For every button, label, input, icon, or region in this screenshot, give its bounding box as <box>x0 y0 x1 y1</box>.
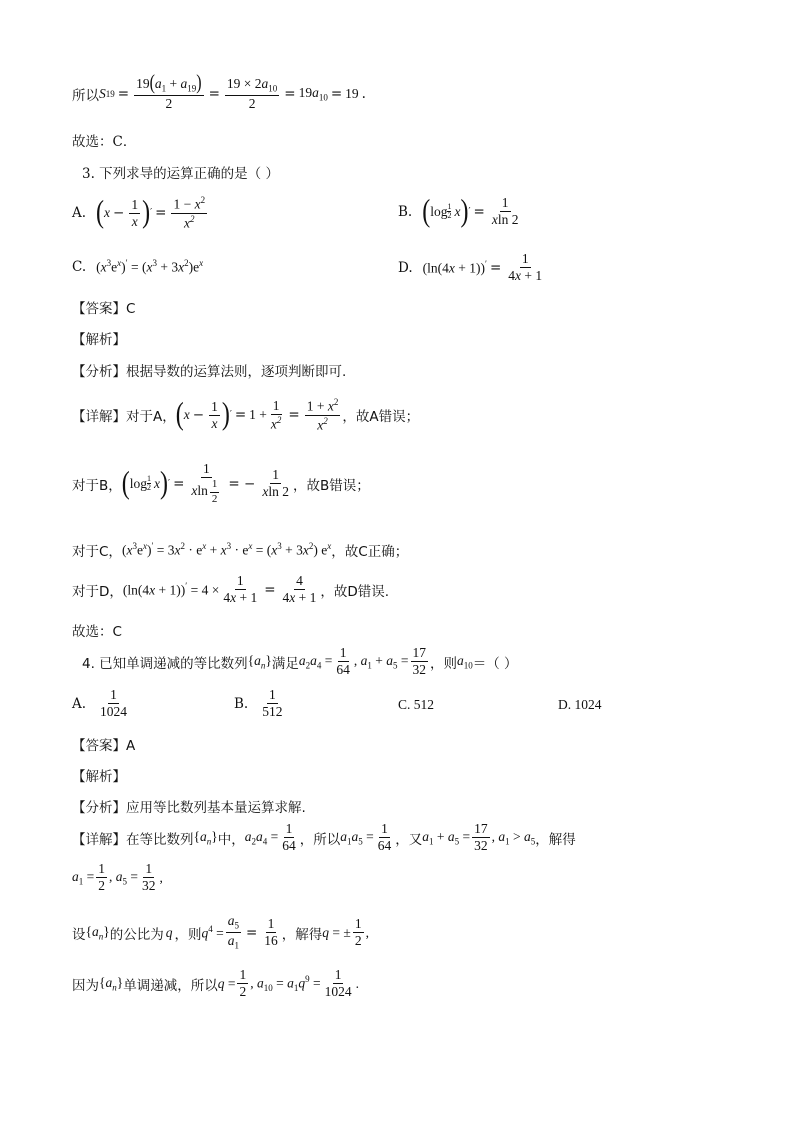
option-b: B. ( log 1 2 x ) ′ = $\frac{1}{xln 2}$ <box>398 194 519 229</box>
q4-jiexi: 【解析】 <box>72 769 126 785</box>
q4-option-a: A. $\frac{1}{1024}$ <box>72 687 128 720</box>
option-a: A. ( x − $\frac{1}{x}$ ) ′ = $\frac{1 - x^2}{x^2}$ <box>72 195 206 231</box>
sum-prefix: 所以 <box>72 87 99 104</box>
q4-fenxi: 【分析】应用等比数列基本量运算求解. <box>72 800 306 816</box>
q3-choose: 故选：C <box>72 624 122 640</box>
fraction: $\frac{19 \times 2a_{10}}{2}$ <box>226 75 278 111</box>
option-d: D. (ln(4x + 1))′ = $\frac{1}{4x + 1}$ <box>398 251 543 284</box>
q4-option-c: C. 512 <box>398 697 435 712</box>
q4-option-d: D. 1024 <box>558 697 602 712</box>
q3-detail-a: 【详解】对于A， ( x − $\frac{1}{x}$ ) ′ = 1 + $\frac{1}{x^2}$ = $\frac{1 + x^2}{x^2}$ ，故A错误； <box>72 397 420 433</box>
q4-option-b: B. $\frac{1}{512}$ <box>234 687 283 720</box>
q3-detail-c: 对于C， $(x^3e^x)' = 3x^2 \cdot e^x + x^3 \cdot e^x = (x^3 + 3x^2)$ $e^x$ ，故C正确； <box>72 541 409 560</box>
question-3-stem: 3. 下列求导的运算正确的是（ ） <box>82 166 279 182</box>
q3-answer: 【答案】C <box>72 301 136 317</box>
q4-detail-3: 设 $\{a_n\}$ 的公比为 q ，则 $q^4$ = $\frac{a_5}{a_1}$ = $\frac{1}{16}$ ，解得 q = ± $\frac{1}{2}$ , <box>72 913 369 951</box>
q3-jiexi: 【解析】 <box>72 332 126 348</box>
q3-detail-d: 对于D， (ln(4x + 1))′ = 4 × $\frac{1}{4x + 1}$ = $\frac{4}{4x + 1}$ ，故D错误. <box>72 573 390 606</box>
q4-answer: 【答案】A <box>72 738 136 754</box>
q3-detail-b: 对于B， ( log 1 2 x ) ′ = 1 xln $\frac{1}{2}$ = − $\frac{1}{xln 2}$ ，故B错误； <box>72 461 370 505</box>
fraction: $\frac{19(a_1 + a_{19})}{2}$ <box>136 72 202 112</box>
q4-detail-4: 因为 $\{a_n\}$ 单调递减，所以 q = $\frac{1}{2}$ , $a_{10} = a_1q^9$ = $\frac{1}{1024}$ . <box>72 967 359 1000</box>
question-4-stem: 4. 已知单调递减的等比数列 $\{a_n\}$ 满足 $a_2a_4$ = $\frac{1}{64}$ , $a_1 + a_5$ = $\frac{17}{32}$ ，则 $a_{10}$ ＝（ ） <box>82 645 518 678</box>
option-c: C. $(x^3e^x)' = (x^3 + 3x^2)e^x$ <box>72 258 204 275</box>
q4-detail-1: 【详解】在等比数列 $\{a_n\}$ 中， $a_2a_4$ = $\frac{1}{64}$ ，所以 $a_1a_5$ = $\frac{1}{64}$ ，又 $a_1 + a_5$ = $\frac{17}{32}$ , $a_1 > a_5$ ，解得 <box>72 821 576 854</box>
q3-fenxi: 【分析】根据导数的运算法则，逐项判断即可. <box>72 364 347 380</box>
sum-formula-line: 所以 S 19 = $\frac{19(a_1 + a_{19})}{2}$ = $\frac{19 \times 2a_{10}}{2}$ = $19a_{10}$ = 19 . <box>72 72 366 112</box>
q4-detail-2: $a_1$ = $\frac{1}{2}$ , $a_5$ = $\frac{1}{32}$ , <box>72 861 163 894</box>
choose-line: 故选：C． <box>72 134 137 150</box>
